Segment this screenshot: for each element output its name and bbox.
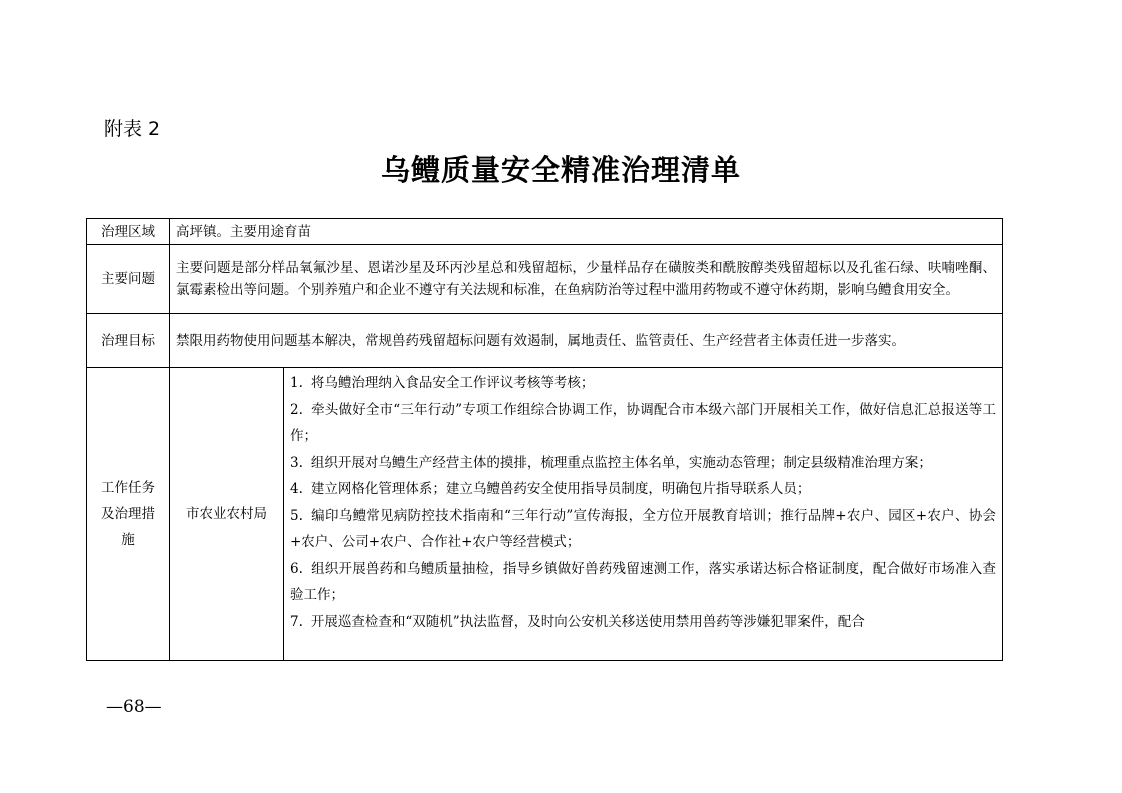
task-number: 2. — [290, 401, 303, 418]
task-item — [290, 450, 996, 477]
tasks-cell — [284, 368, 1003, 661]
content-problems: 主要问题是部分样品氧氟沙星、恩诺沙星及环丙沙星总和残留超标，少量样品存在磺胺类和酰胺醇类残留超标以及孔雀石绿、呋喃唑酮、氯霉素检出等问题。个别养殖户和企业不遵守有关法规和标准，在鱼病防治等过程中滥用药物或不遵守休药期，影响乌鳢食用安全。 — [170, 245, 1003, 314]
label-area: 治理区域 — [87, 219, 170, 245]
department-cell: 市农业农村局 — [170, 368, 284, 661]
task-text: 开展巡查检查和“双随机”执法监督，及时向公安机关移送使用禁用兽药等涉嫌犯罪案件，配合 — [310, 613, 865, 630]
content-area: 高坪镇。主要用途育苗 — [170, 219, 1003, 245]
task-number: 5. — [290, 507, 303, 524]
governance-table — [86, 218, 1003, 661]
task-number: 3. — [290, 454, 303, 471]
task-text: 建立网格化管理体系；建立乌鳢兽药安全使用指导员制度，明确包片指导联系人员； — [310, 481, 811, 497]
task-text: 牵头做好全市“三年行动”专项工作组综合协调工作，协调配合市本级六部门开展相关工作，做好信息汇总报送等工作； — [290, 401, 996, 444]
task-item — [290, 397, 996, 450]
label-problems: 主要问题 — [87, 245, 170, 314]
page-number: —68— — [106, 697, 162, 717]
task-number: 1. — [290, 375, 303, 391]
task-number: 6. — [290, 560, 303, 577]
task-item — [290, 476, 996, 503]
table-row-area — [87, 219, 1003, 245]
task-text: 编印乌鳢常见病防控技术指南和“三年行动”宣传海报，全方位开展教育培训；推行品牌+农户、园区+农户、协会+农户、公司+农户、合作社+农户等经营模式； — [290, 507, 996, 550]
appendix-label: 附表 2 — [104, 118, 161, 140]
task-number: 7. — [290, 613, 303, 630]
task-text: 将乌鳢治理纳入食品安全工作评议考核等考核； — [310, 375, 595, 391]
content-goals: 禁限用药物使用问题基本解决，常规兽药残留超标问题有效遏制，属地责任、监管责任、生产经营者主体责任进一步落实。 — [170, 314, 1003, 368]
task-list — [290, 368, 996, 660]
label-goals: 治理目标 — [87, 314, 170, 368]
document-title: 乌鳢质量安全精准治理清单 — [380, 153, 741, 187]
task-text: 组织开展对乌鳢生产经营主体的摸排，梳理重点监控主体名单，实施动态管理；制定县级精准治理方案； — [310, 454, 932, 471]
task-number: 4. — [290, 481, 303, 497]
task-item — [290, 370, 996, 397]
table-row-goals — [87, 314, 1003, 368]
task-text: 组织开展兽药和乌鳢质量抽检，指导乡镇做好兽药残留速测工作，落实承诺达标合格证制度，配合做好市场准入查验工作； — [290, 560, 996, 603]
task-item — [290, 503, 996, 556]
table-row-work — [87, 368, 1003, 661]
task-item — [290, 556, 996, 609]
task-item — [290, 609, 996, 636]
label-work: 工作任务及治理措施 — [87, 368, 170, 661]
table-row-problems — [87, 245, 1003, 314]
